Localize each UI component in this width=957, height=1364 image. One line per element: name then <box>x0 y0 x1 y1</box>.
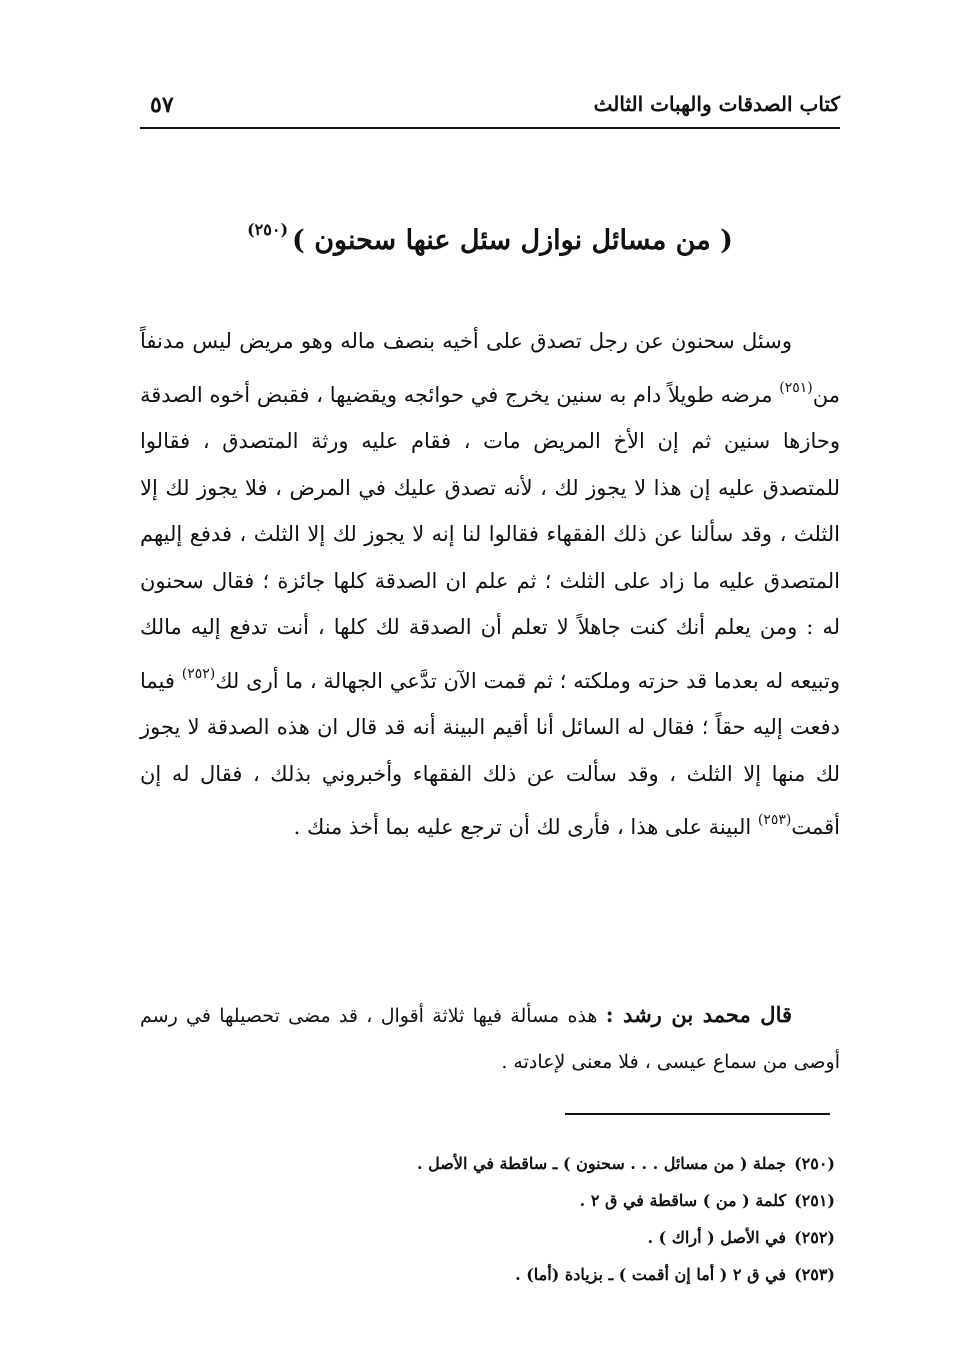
running-title: كتاب الصدقات والهبات الثالث <box>593 92 840 116</box>
footnote-text: جملة ( من مسائل . . . سحنون ) ـ ساقطة في الأصل . <box>417 1154 787 1173</box>
commentary-speaker: قال محمد بن رشد : <box>605 1002 793 1027</box>
commentary-paragraph <box>140 992 840 1085</box>
footnote-text: كلمة ( من ) ساقطة في ق ٢ . <box>579 1191 787 1210</box>
footnote-ref-252: (٢٥٢) <box>181 665 216 682</box>
footnote-ref-251: (٢٥١) <box>779 379 813 396</box>
footnotes <box>140 1145 835 1293</box>
footnote-text: في الأصل ( أراك ) . <box>647 1228 787 1247</box>
footnote-number: (٢٥٠) <box>794 1154 835 1173</box>
commentary <box>140 992 840 1085</box>
section-title <box>140 220 840 256</box>
footnote-number: (٢٥١) <box>794 1191 835 1210</box>
footnote-number: (٢٥٢) <box>794 1228 835 1247</box>
header-rule <box>140 127 840 129</box>
body-part-3: فيما دفعت إليه حقاً ؛ فقال له السائل أنا أقيم البينة أنه قد قال ان هذه الصدقة لا يجوز لك منها إلا الثلث ، وقد سألت عن ذلك الفقهاء وأخبروني بذلك ، فقال له إن أقمت <box>140 668 840 839</box>
body-paragraph <box>140 318 840 851</box>
page-header <box>140 92 840 128</box>
footnote-251 <box>140 1182 835 1219</box>
page-number: ٥٧ <box>150 92 174 118</box>
body-text <box>140 318 840 851</box>
footnote-ref-253: (٢٥٣) <box>757 812 792 828</box>
body-part-1: وسئل سحنون عن رجل تصدق على أخيه بنصف ماله وهو مريض ليس مدنفاً من <box>140 329 840 407</box>
body-part-2: مرضه طويلاً دام به سنين يخرج في حوائجه ويقضيها ، فقبض أخوه الصدقة وحازها سنين ثم إن الأخ المريض مات ، فقام عليه ورثة المتصدق ، فقالوا للمتصدق عليه إن هذا لا يجوز لك ، لأنه تصدق عليك في المرض ، فلا يجوز لك إلا الثلث ، وقد سألنا عن ذلك الفقهاء فقالوا لنا إنه لا يجوز لك إلا الثلث ، فدفع إليهم المتصدق عليه ما زاد على الثلث ؛ ثم علم ان الصدقة كلها جائزة ؛ فقال سحنون له : ومن يعلم أنك كنت جاهلاً لا تعلم أن الصدقة لك كلها ، أنت تدفع إليه مالك وتبيعه له بعدما قد حزته وملكته ؛ ثم قمت الآن تدَّعي الجهالة ، ما أرى لك <box>140 382 840 693</box>
footnote-ref-250: (٢٥٠) <box>247 220 289 239</box>
footnote-number: (٢٥٣) <box>794 1265 835 1284</box>
footnote-252 <box>140 1219 835 1256</box>
commentary-text: هذه مسألة فيها ثلاثة أقوال ، قد مضى تحصيلها في رسم أوصى من سماع عيسى ، فلا معنى لإعادته . <box>140 1005 840 1073</box>
body-part-4: البينة على هذا ، فأرى لك أن ترجع عليه بما أخذ منك . <box>293 815 758 839</box>
footnote-rule <box>565 1113 830 1115</box>
footnote-text: في ق ٢ ( أما إن أقمت ) ـ بزيادة (أما) . <box>515 1265 787 1284</box>
footnote-253 <box>140 1256 835 1293</box>
section-title-text: ( من مسائل نوازل سئل عنها سحنون ) <box>292 225 733 256</box>
footnote-250 <box>140 1145 835 1182</box>
